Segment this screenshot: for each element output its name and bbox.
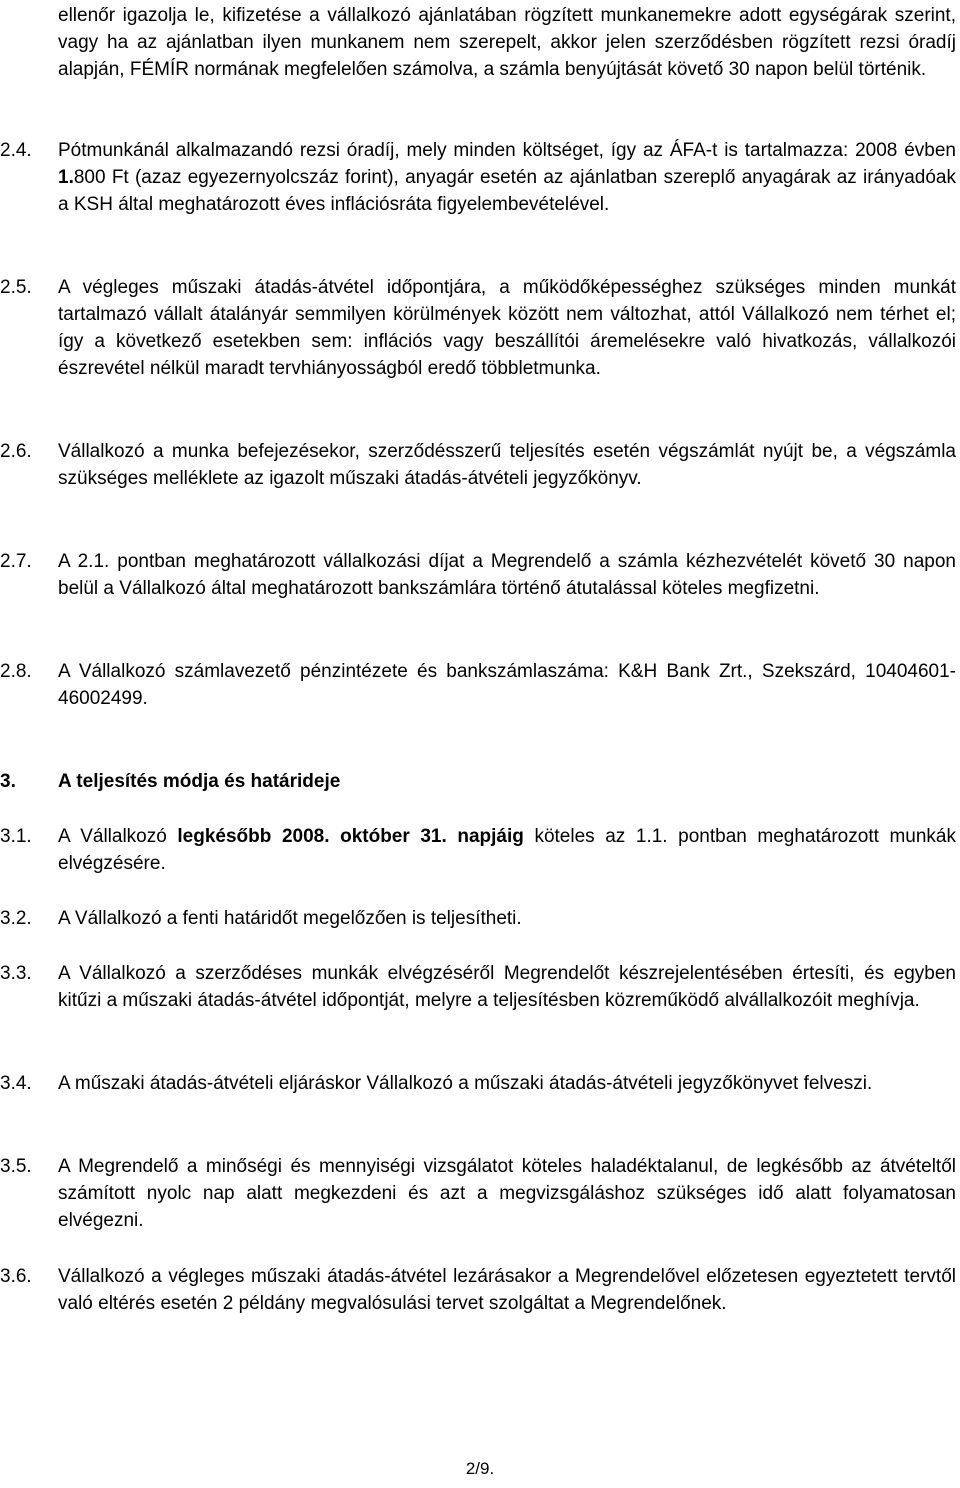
clause-3-3 bbox=[0, 960, 956, 1014]
intro-paragraph bbox=[0, 2, 956, 83]
clause-deadline: legkésőbb 2008. október 31. napjáig bbox=[177, 826, 524, 847]
clause-text-part: 800 Ft (azaz egyezernyolcszáz forint), anyagár esetén az ajánlatban szereplő anyagárak az irányadóak a KSH által meghatározott éves inflációsráta figyelembevételével. bbox=[58, 167, 956, 215]
clause-number: 3.1. bbox=[0, 826, 32, 847]
clause-3-5 bbox=[0, 1153, 956, 1234]
section-number: 3. bbox=[0, 771, 16, 792]
clause-number: 3.4. bbox=[0, 1073, 32, 1094]
clause-number: 2.7. bbox=[0, 551, 32, 572]
clause-number: 2.8. bbox=[0, 661, 32, 682]
clause-2-8 bbox=[0, 658, 956, 712]
clause-3-1 bbox=[0, 823, 956, 877]
clause-3-2 bbox=[0, 905, 956, 932]
clause-number: 3.5. bbox=[0, 1156, 32, 1177]
clause-text bbox=[58, 137, 956, 218]
clause-text: A Megrendelő a minőségi és mennyiségi vizsgálatot köteles haladéktalanul, de legkésőbb az átvételtől számított nyolc nap alatt megkezdeni és azt a megvizsgáláshoz szükséges idő alatt folyamatosan elvégezni. bbox=[58, 1156, 956, 1231]
clause-text-part: köteles az 1.1. pontban meghatározott munkák elvégzésére. bbox=[58, 826, 956, 874]
intro-text: ellenőr igazolja le, kifizetése a vállalkozó ajánlatában rögzített munkanemekre adott egységárak szerint, vagy ha az ajánlatban ilyen munkanem nem szerepelt, akkor jelen szerződésben rögzített rezsi óradíj alapján, FÉMÍR normának megfelelően számolva, a számla benyújtását követő 30 napon belül történik. bbox=[58, 5, 956, 80]
clause-text: Vállalkozó a munka befejezésekor, szerződésszerű teljesítés esetén végszámlát nyújt be, a végszámla szükséges melléklete az igazolt műszaki átadás-átvételi jegyzőkönyv. bbox=[58, 441, 956, 489]
clause-text: A műszaki átadás-átvételi eljáráskor Vállalkozó a műszaki átadás-átvételi jegyzőkönyvet felveszi. bbox=[58, 1073, 873, 1094]
clause-text: A 2.1. pontban meghatározott vállalkozási díjat a Megrendelő a számla kézhezvételét követő 30 napon belül a Vállalkozó által meghatározott bankszámlára történő átutalással köteles megfizetni. bbox=[58, 551, 956, 599]
clause-text bbox=[58, 823, 956, 877]
clause-3-4 bbox=[0, 1070, 956, 1097]
section-title: A teljesítés módja és határideje bbox=[58, 771, 341, 792]
clause-2-5 bbox=[0, 274, 956, 382]
clause-number: 2.4. bbox=[0, 140, 32, 161]
clause-text-part: Pótmunkánál alkalmazandó rezsi óradíj, mely minden költséget, így az ÁFA-t is tartalmazza: 2008 évben bbox=[58, 140, 956, 161]
clause-2-4 bbox=[0, 137, 956, 218]
clause-text: Vállalkozó a végleges műszaki átadás-átvétel lezárásakor a Megrendelővel előzetesen egyeztetett tervtől való eltérés esetén 2 példány megvalósulási tervet szolgáltat a Megrendelőnek. bbox=[58, 1266, 956, 1314]
section-3-heading bbox=[0, 768, 956, 795]
clause-number: 3.6. bbox=[0, 1266, 32, 1287]
clause-number: 2.5. bbox=[0, 277, 32, 298]
clause-number: 3.3. bbox=[0, 963, 32, 984]
clause-2-7 bbox=[0, 548, 956, 602]
clause-number: 2.6. bbox=[0, 441, 32, 462]
clause-text: A Vállalkozó számlavezető pénzintézete és bankszámlaszáma: K&H Bank Zrt., Szekszárd, 10404601-46002499. bbox=[58, 661, 956, 709]
clause-3-6 bbox=[0, 1263, 956, 1317]
clause-text: A végleges műszaki átadás-átvétel időpontjára, a működőképességhez szükséges minden munkát tartalmazó vállalt átalányár semmilyen körülmények között nem változhat, attól Vállalkozó nem térhet el; így a következő esetekben sem: inflációs vagy beszállítói áremelésekre való hivatkozás, vállalkozói észrevétel nélkül maradt tervhiányosságból eredő többletmunka. bbox=[58, 277, 956, 379]
clause-text-part: A Vállalkozó bbox=[58, 826, 178, 847]
clause-text: A Vállalkozó a szerződéses munkák elvégzéséről Megrendelőt készrejelentésében értesíti, és egyben kitűzi a műszaki átadás-átvétel időpontját, melyre a teljesítésben közreműködő alvállalkozóit meghívja. bbox=[58, 963, 956, 1011]
clause-text-bold: 1. bbox=[58, 167, 74, 188]
page-number: 2/9. bbox=[465, 1459, 495, 1478]
clause-2-6 bbox=[0, 438, 956, 492]
clause-text: A Vállalkozó a fenti határidőt megelőzően is teljesítheti. bbox=[58, 908, 522, 929]
clause-number: 3.2. bbox=[0, 908, 32, 929]
